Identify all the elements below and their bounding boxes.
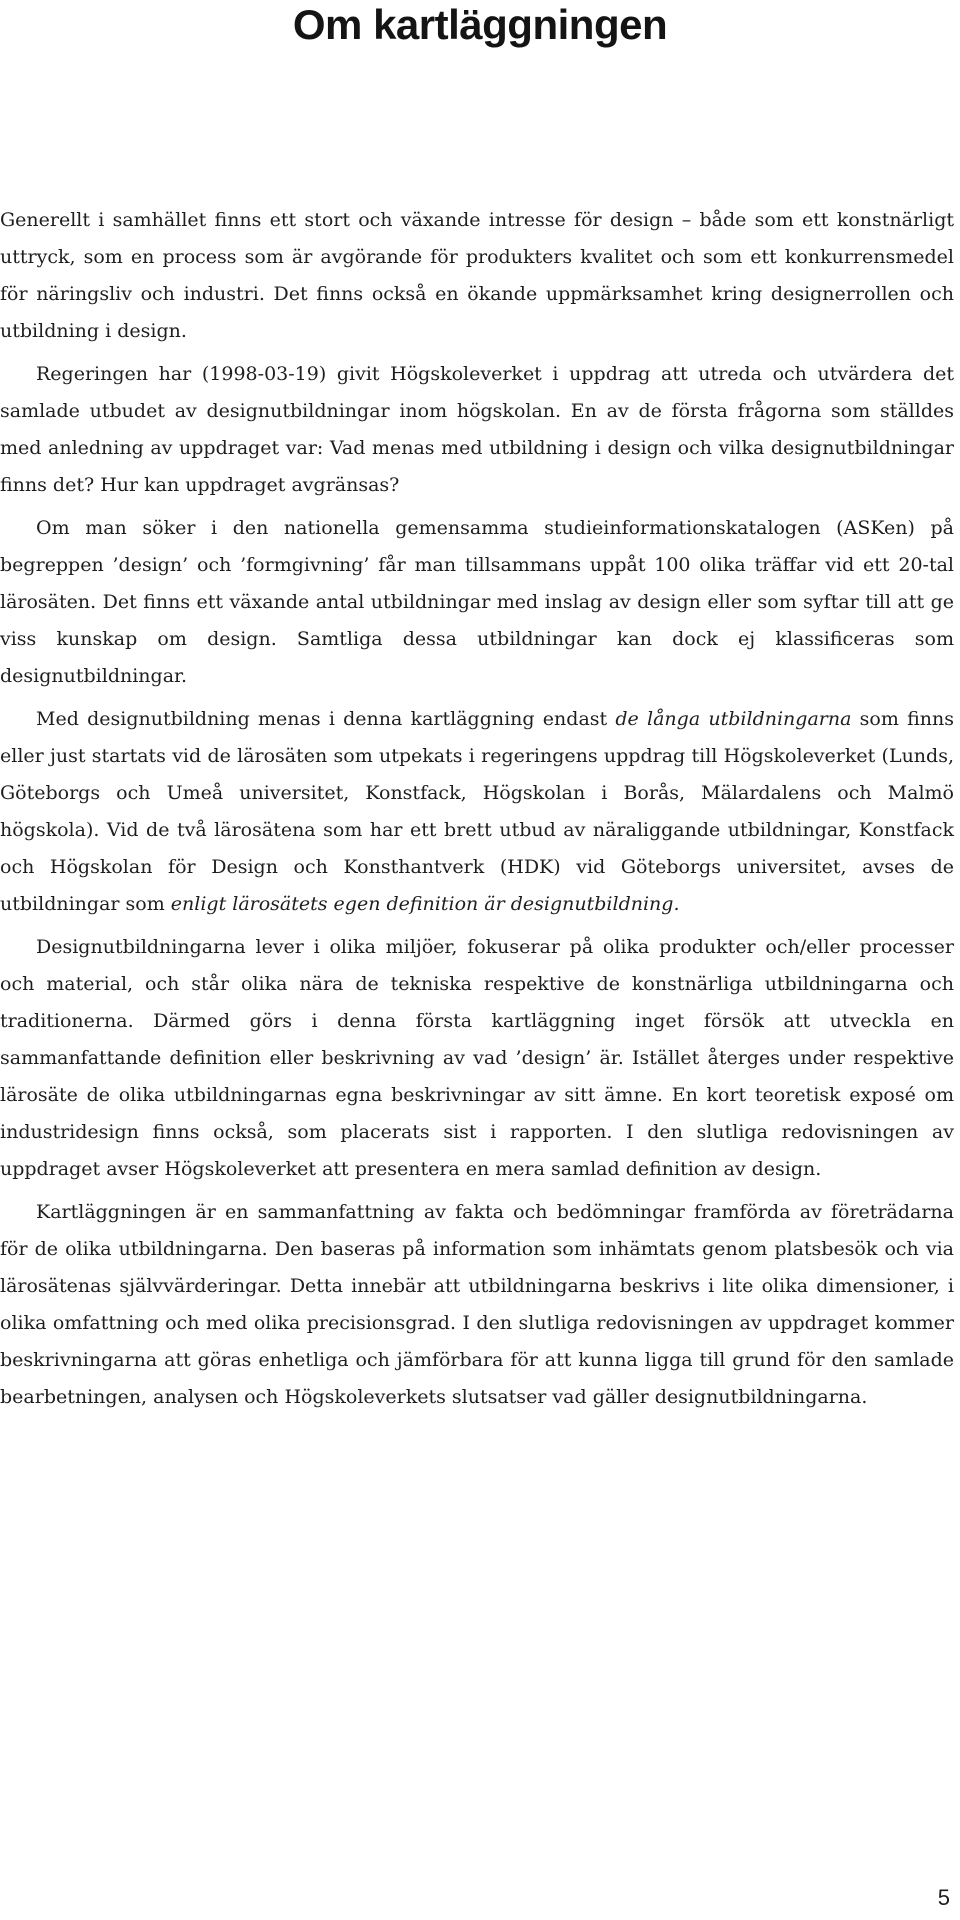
- paragraph-4-text-b: som finns eller just startats vid de lärosäten som utpekats i regeringens uppdrag till Högskoleverket (Lunds, Göteborgs och Umeå universitet, Konstfack, Högskolan i Borås, Mälardalens och Malmö högskola). Vid de två lärosätena som har ett brett utbud av näraliggande utbildningar, Konstfack och Högskolan för Design och Konsthantverk (HDK) vid Göteborgs universitet, avses de utbildningar som: [0, 708, 955, 915]
- paragraph-2: Regeringen har (1998-03-19) givit Högskoleverket i uppdrag att utreda och utvärdera det samlade utbudet av designutbildningar inom högskolan. En av de första frågorna som ställdes med anledning av uppdraget var: Vad menas med utbildning i design och vilka designutbildningar finns det? Hur kan uppdraget avgränsas?: [0, 363, 954, 496]
- page-number: 5: [937, 1885, 950, 1910]
- paragraph-3: Om man söker i den nationella gemensamma studieinformationskatalogen (ASKen) på begreppen ’design’ och ’formgivning’ får man tillsammans uppåt 100 olika träffar vid ett 20-tal lärosäten. Det finns ett växande antal utbildningar med inslag av design eller som syftar till att ge viss kunskap om design. Samtliga dessa utbildningar kan dock ej klassificeras som designutbildningar.: [0, 517, 954, 687]
- body-text: [0, 202, 954, 1422]
- paragraph-5: Designutbildningarna lever i olika miljöer, fokuserar på olika produkter och/eller processer och material, och står olika nära de tekniska respektive de konstnärliga utbildningarna och traditionerna. Därmed görs i denna första kartläggning inget försök att utveckla en sammanfattande definition eller beskrivning av vad ’design’ är. Istället återges under respektive lärosäte de olika utbildningarnas egna beskrivningar av sitt ämne. En kort teoretisk exposé om industridesign finns också, som placerats sist i rapporten. I den slutliga redovisningen av uppdraget avser Högskoleverket att presentera en mera samlad definition av design.: [0, 936, 954, 1180]
- page-title: Om kartläggningen: [292, 1, 668, 48]
- paragraph-1: Generellt i samhället finns ett stort och växande intresse för design – både som ett konstnärligt uttryck, som en process som är avgörande för produkters kvalitet och som ett konkurrensmedel för näringsliv och industri. Det finns också en ökande uppmärksamhet kring designerrollen och utbildning i design.: [0, 209, 954, 342]
- paragraph-4: [0, 701, 954, 923]
- paragraph-6: Kartläggningen är en sammanfattning av fakta och bedömningar framförda av företrädarna för de olika utbildningarna. Den baseras på information som inhämtats genom platsbesök och via lärosätenas självvärderingar. Detta innebär att utbildningarna beskrivs i lite olika dimensioner, i olika omfattning och med olika precisionsgrad. I den slutliga redovisningen av uppdraget kommer beskrivningarna att göras enhetliga och jämförbara för att kunna ligga till grund för den samlade bearbetningen, analysen och Högskoleverkets slutsatser vad gäller designutbildningarna.: [0, 1201, 954, 1408]
- paragraph-4-emphasis-a: de långa utbildningarna: [615, 708, 852, 730]
- paragraph-4-emphasis-b: enligt lärosätets egen definition är designutbildning.: [170, 893, 680, 915]
- paragraph-4-text-a: Med designutbildning menas i denna kartläggning endast: [36, 708, 616, 730]
